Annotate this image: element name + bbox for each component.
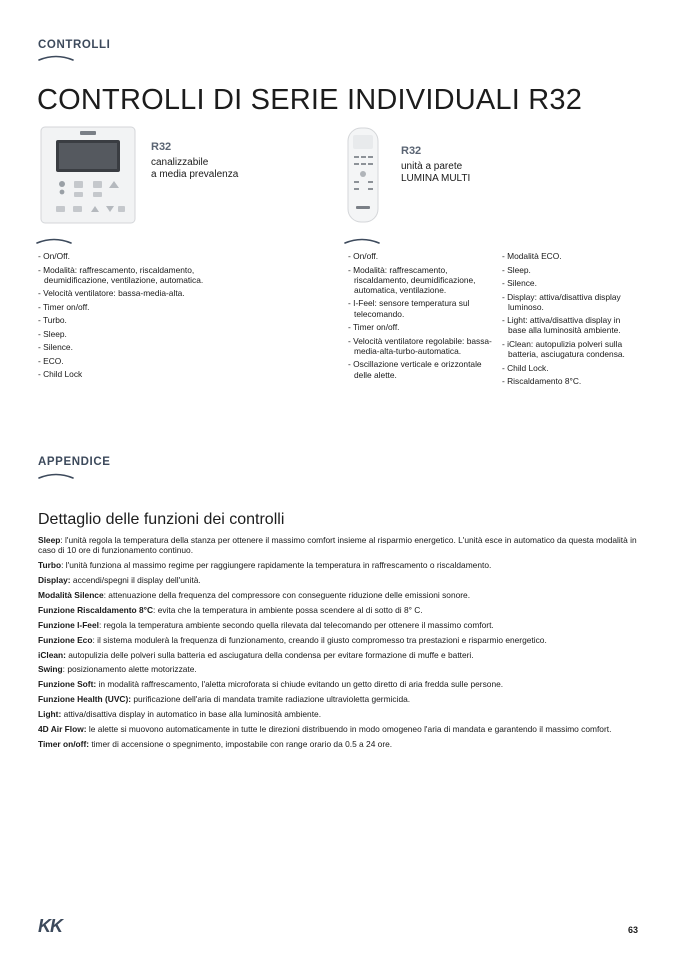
glossary-separator: :: [60, 535, 66, 545]
glossary-text: regola la temperatura ambiente secondo quella rilevata dal telecomando per ottenere il massimo comfort.: [103, 619, 494, 630]
glossary-entry: [38, 605, 644, 615]
glossary-term: Funzione Riscaldamento 8°C: [38, 604, 154, 615]
glossary-term: Funzione Eco: [38, 634, 93, 645]
glossary-entry: [38, 724, 644, 734]
swoosh-decoration: [36, 237, 72, 245]
glossary-text: il sistema modulerà la frequenza di funzionamento, creando il giusto compromesso tra prestazioni e risparmio energetico.: [97, 634, 547, 645]
glossary-entry: [38, 739, 644, 749]
glossary-text: autopulizia delle polveri sulla batteria ed asciugatura della condensa per evitare formazione di muffe e batteri.: [68, 649, 474, 660]
glossary-term: Swing: [38, 664, 63, 675]
feature-list-product-2-column-2: [502, 251, 638, 390]
glossary-entry: [38, 664, 644, 674]
list-item: - Timer on/off.: [348, 322, 400, 333]
list-item: - Riscaldamento 8°C.: [502, 376, 582, 387]
glossary-text: le alette si muovono automaticamente in tutte le direzioni distribuendo in modo omogeneo l'aria di mandata e garantendo il massimo comfort.: [88, 723, 612, 734]
glossary-term: Timer on/off:: [38, 738, 90, 749]
glossary-term: Light:: [38, 709, 62, 720]
glossary-term: Funzione Health (UVC):: [38, 694, 132, 705]
remote-control-image: [344, 126, 382, 224]
glossary-entry: [38, 679, 644, 689]
product-desc-line: LUMINA MULTI: [401, 173, 471, 184]
glossary-separator: :: [62, 664, 68, 675]
list-item: - Sleep.: [38, 328, 67, 339]
glossary-term: Funzione Soft:: [38, 679, 97, 690]
glossary-text: attenuazione della frequenza del compressore con conseguente riduzione delle emissioni sonore.: [108, 589, 471, 600]
section-label-appendice: APPENDICE: [38, 456, 111, 468]
product-desc-line: a media prevalenza: [151, 169, 239, 180]
product-model-1: R32: [151, 141, 172, 153]
glossary-entry: [38, 535, 644, 556]
list-item: - Velocità ventilatore regolabile: bassa-media-alta-turbo-automatica.: [348, 335, 492, 356]
glossary-term: 4D Air Flow:: [38, 723, 87, 734]
list-item: - Modalità: raffrescamento, riscaldamento, deumidificazione, automatica, ventilazione.: [348, 264, 476, 295]
glossary-entry: [38, 694, 644, 704]
glossary-separator: :: [153, 604, 158, 615]
list-item: - Timer on/off.: [38, 301, 90, 312]
glossary-text: l'unità regola la temperatura della stanza per ottenere il massimo comfort insieme al risparmio energetico. L'unità esce in automatico da questa modalità in caso di 10 ore di funzionamento continuo.: [38, 535, 637, 556]
list-item: - Silence.: [502, 278, 537, 288]
glossary-separator: :: [92, 634, 98, 645]
glossary-text: posizionamento alette motorizzate.: [67, 664, 197, 675]
list-item: - iClean: autopulizia polveri sulla batteria, asciugatura condensa.: [502, 338, 625, 360]
glossary-text: timer di accensione o spegnimento, impostabile con range orario da 0.5 a 24 ore.: [91, 738, 393, 749]
list-item: - Display: attiva/disattiva display luminoso.: [502, 291, 621, 312]
appendix-title: Dettaglio delle funzioni dei controlli: [38, 511, 285, 528]
product-model-2: R32: [401, 145, 422, 157]
glossary-term: iClean:: [38, 649, 66, 660]
swoosh-decoration: [38, 54, 74, 62]
list-item: - Child Lock.: [502, 362, 549, 373]
glossary-text: in modalità raffrescamento, l'aletta microforata si chiude evitando un getto diretto di aria fredda sulle persone.: [98, 679, 504, 690]
feature-list-product-2: [348, 251, 494, 383]
glossary-separator: :: [98, 619, 104, 630]
list-item: - Turbo.: [38, 315, 67, 326]
glossary-term: Display:: [38, 575, 71, 586]
list-item: - Silence.: [38, 342, 73, 353]
product-desc-line: unità a parete: [401, 161, 463, 172]
swoosh-decoration: [38, 472, 74, 480]
list-item: - Modalità: raffrescamento, riscaldamento, deumidificazione, ventilazione, automatica.: [38, 264, 204, 285]
list-item: - I-Feel: sensore temperatura sul telecomando.: [348, 298, 470, 319]
glossary-separator: :: [103, 589, 109, 600]
glossary-entry: [38, 635, 644, 645]
brand-logo: KK: [38, 916, 62, 936]
product-description-2: [401, 161, 470, 185]
list-item: - Velocità ventilatore: bassa-media-alta.: [38, 288, 185, 299]
list-item: - On/off.: [348, 251, 379, 261]
section-label-controlli: CONTROLLI: [38, 39, 111, 51]
page-title: CONTROLLI DI SERIE INDIVIDUALI R32: [37, 84, 583, 116]
wired-controller-image: [40, 126, 136, 224]
list-item: - On/Off.: [38, 251, 70, 261]
glossary-entry: [38, 620, 644, 630]
glossary-term: Funzione I-Feel: [38, 619, 99, 630]
glossary-term: Sleep: [38, 535, 61, 545]
glossary-entry: [38, 560, 644, 570]
product-desc-line: canalizzabile: [151, 157, 209, 168]
glossary-text: accendi/spegni il display dell'unità.: [72, 575, 201, 586]
list-item: - Light: attiva/disattiva display in base alla luminosità ambiente.: [502, 315, 621, 336]
list-item: - Modalità ECO.: [502, 251, 562, 261]
feature-list-product-1: [38, 251, 208, 383]
glossary-term: Turbo: [38, 560, 62, 571]
list-item: - Child Lock: [38, 369, 83, 380]
glossary-text: evita che la temperatura in ambiente possa scendere al di sotto di 8° C.: [157, 604, 423, 615]
glossary-separator: :: [61, 560, 66, 571]
brand-logo-mark: [80, 131, 96, 135]
page-number: 63: [627, 925, 638, 935]
glossary: [38, 535, 644, 754]
glossary-entry: [38, 575, 644, 585]
glossary-text: purificazione dell'aria di mandata tramite radiazione ultravioletta germicida.: [133, 694, 411, 705]
list-item: - Sleep.: [502, 264, 531, 275]
glossary-term: Modalità Silence: [38, 589, 104, 600]
glossary-entry: [38, 590, 644, 600]
glossary-entry: [38, 709, 644, 719]
list-item: - Oscillazione verticale e orizzontale delle alette.: [348, 359, 482, 380]
glossary-entry: [38, 650, 644, 660]
product-description-1: [151, 157, 238, 181]
glossary-text: attiva/disattiva display in automatico in base alla luminosità ambiente.: [63, 709, 322, 720]
glossary-text: l'unità funziona al massimo regime per raggiungere rapidamente la temperatura in raffrescamento o riscaldamento.: [65, 560, 492, 571]
list-item: - ECO.: [38, 355, 64, 366]
swoosh-decoration: [344, 237, 380, 245]
